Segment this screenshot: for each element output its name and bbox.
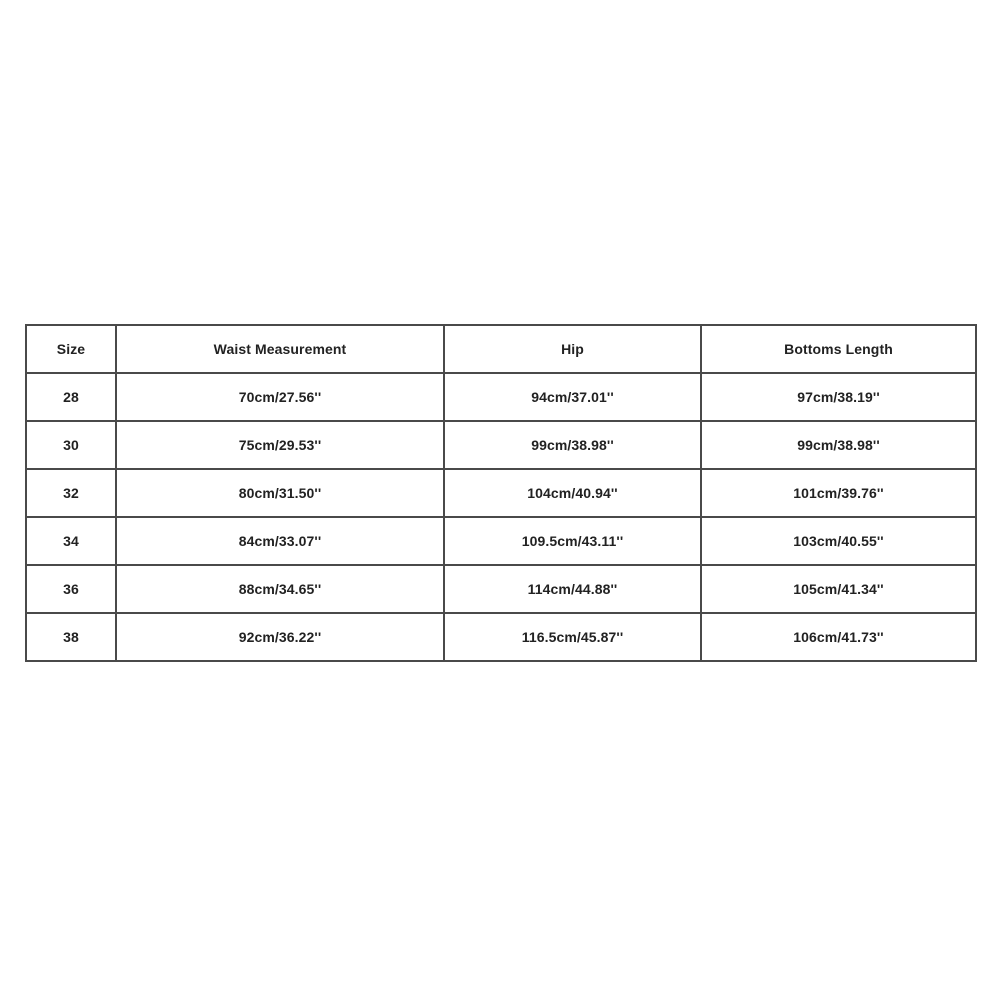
size-cell: 34 [26, 517, 116, 565]
table-row [26, 469, 976, 517]
header-row [26, 325, 976, 373]
bottoms-length-cell: 103cm/40.55'' [701, 517, 976, 565]
hip-cell: 104cm/40.94'' [444, 469, 701, 517]
size-cell: 32 [26, 469, 116, 517]
waist-cell: 92cm/36.22'' [116, 613, 444, 661]
waist-cell: 70cm/27.56'' [116, 373, 444, 421]
bottoms-length-cell: 99cm/38.98'' [701, 421, 976, 469]
hip-cell: 94cm/37.01'' [444, 373, 701, 421]
table-row [26, 421, 976, 469]
table-row [26, 613, 976, 661]
table-row [26, 517, 976, 565]
bottoms-length-cell: 101cm/39.76'' [701, 469, 976, 517]
header-hip: Hip [444, 325, 701, 373]
waist-cell: 88cm/34.65'' [116, 565, 444, 613]
size-chart-table [25, 324, 977, 662]
size-cell: 28 [26, 373, 116, 421]
bottoms-length-cell: 97cm/38.19'' [701, 373, 976, 421]
table-row [26, 373, 976, 421]
hip-cell: 109.5cm/43.11'' [444, 517, 701, 565]
waist-cell: 84cm/33.07'' [116, 517, 444, 565]
size-cell: 36 [26, 565, 116, 613]
header-size: Size [26, 325, 116, 373]
header-waist-measurement: Waist Measurement [116, 325, 444, 373]
hip-cell: 99cm/38.98'' [444, 421, 701, 469]
table-row [26, 565, 976, 613]
header-bottoms-length: Bottoms Length [701, 325, 976, 373]
bottoms-length-cell: 106cm/41.73'' [701, 613, 976, 661]
bottoms-length-cell: 105cm/41.34'' [701, 565, 976, 613]
hip-cell: 116.5cm/45.87'' [444, 613, 701, 661]
size-cell: 38 [26, 613, 116, 661]
size-cell: 30 [26, 421, 116, 469]
hip-cell: 114cm/44.88'' [444, 565, 701, 613]
waist-cell: 75cm/29.53'' [116, 421, 444, 469]
waist-cell: 80cm/31.50'' [116, 469, 444, 517]
